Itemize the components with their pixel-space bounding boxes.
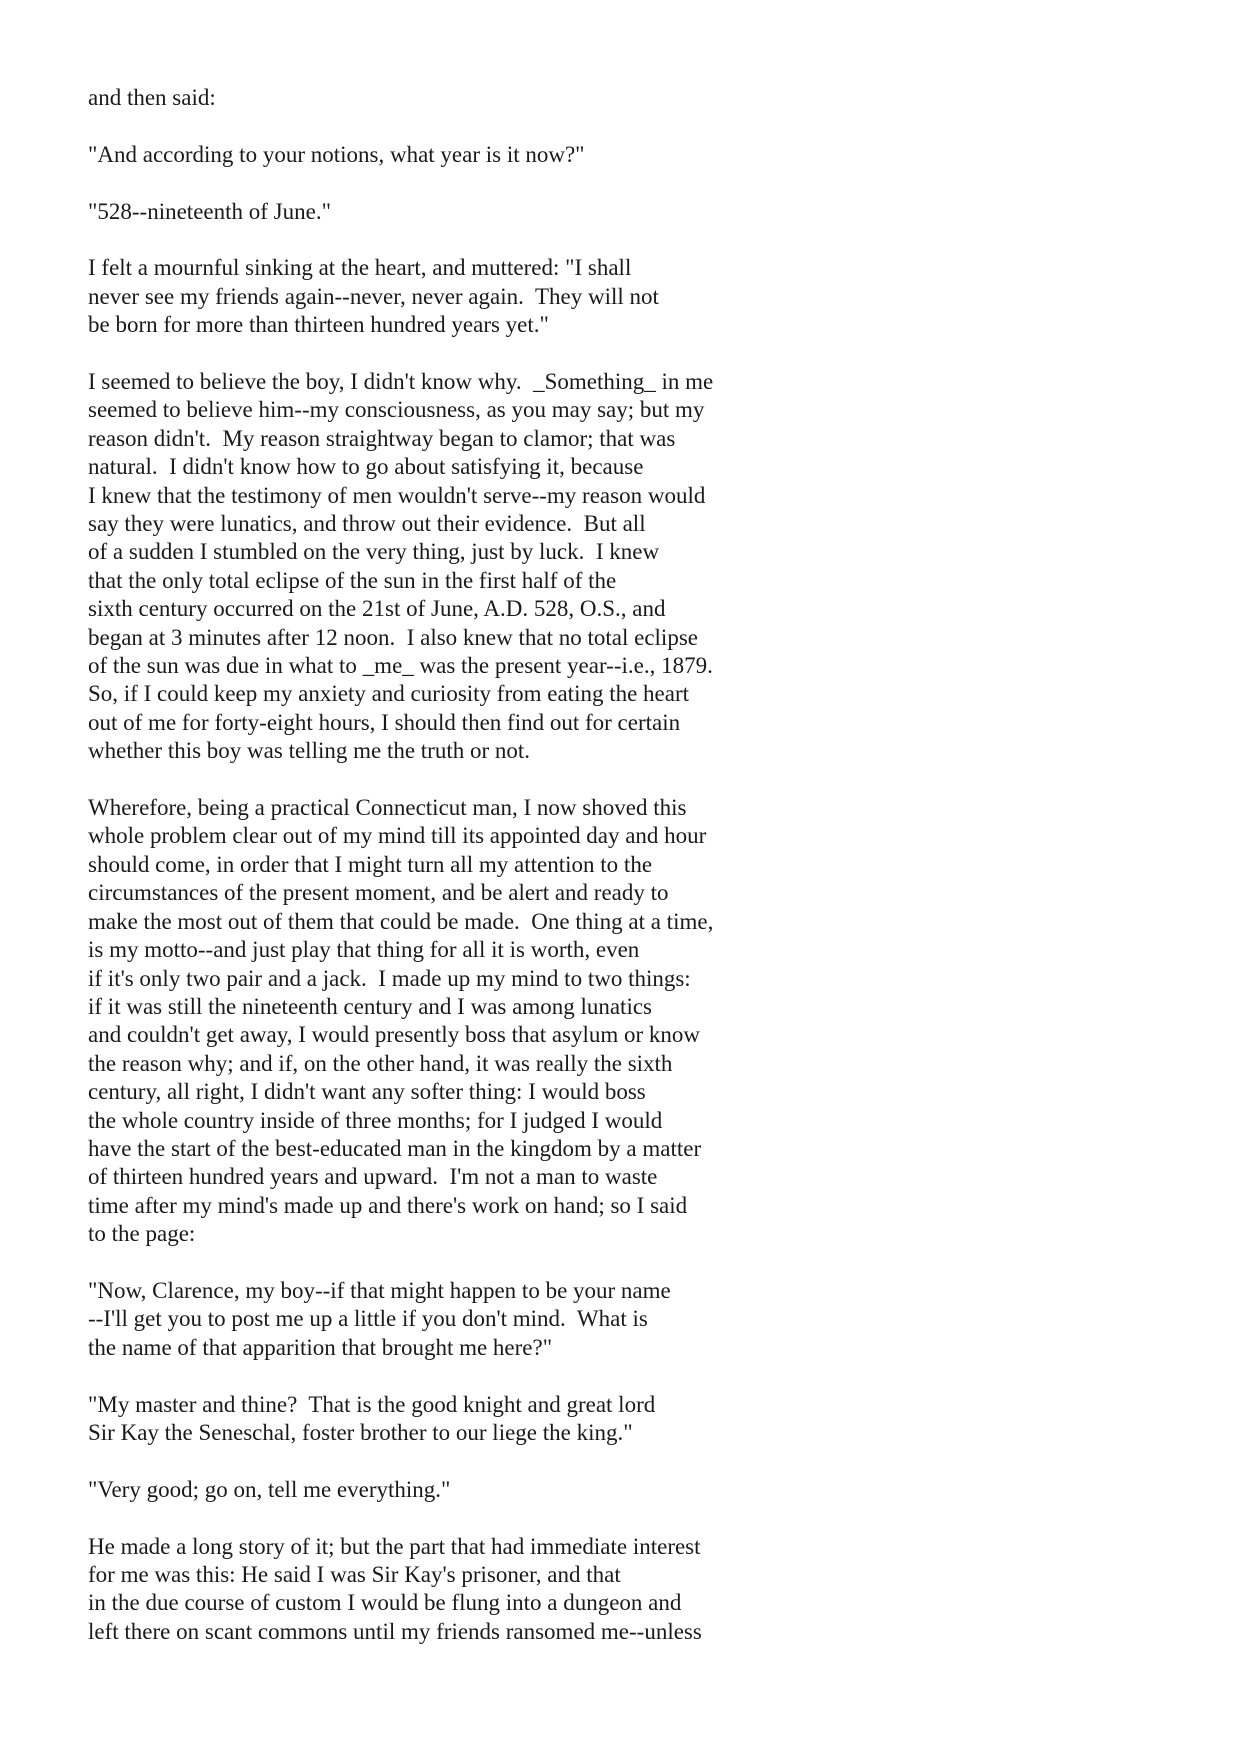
text-line: in the due course of custom I would be flung into a dungeon and [88,1590,682,1616]
text-line: "And according to your notions, what year is it now?" [88,141,585,167]
text-line: the reason why; and if, on the other hand, it was really the sixth [88,1050,673,1076]
text-line: left there on scant commons until my friends ransomed me--unless [88,1618,702,1644]
text-line: make the most out of them that could be made. One thing at a time, [88,908,714,934]
text-line: circumstances of the present moment, and be alert and ready to [88,880,669,906]
text-line: Wherefore, being a practical Connecticut man, I now shoved this [88,795,687,821]
paragraph-10 [88,1533,1188,1647]
text-line: if it was still the nineteenth century and I was among lunatics [88,993,652,1019]
text-line: for me was this: He said I was Sir Kay's prisoner, and that [88,1561,621,1587]
text-line: of thirteen hundred years and upward. I'm not a man to waste [88,1164,658,1190]
text-line: I knew that the testimony of men wouldn't serve--my reason would [88,482,706,508]
paragraph-4 [88,254,1188,339]
document-page [88,84,1188,1675]
text-line: whole problem clear out of my mind till its appointed day and hour [88,823,707,849]
text-line: and then said: [88,85,216,110]
text-line: began at 3 minutes after 12 noon. I also knew that no total eclipse [88,624,698,650]
text-line: never see my friends again--never, never again. They will not [88,283,659,309]
paragraph-3 [88,198,1188,226]
text-line: century, all right, I didn't want any softer thing: I would boss [88,1079,646,1105]
text-line: He made a long story of it; but the part that had immediate interest [88,1533,701,1559]
text-line: of the sun was due in what to _me_ was the present year--i.e., 1879. [88,653,713,679]
text-line: whether this boy was telling me the truth or not. [88,738,531,764]
text-line: reason didn't. My reason straightway began to clamor; that was [88,425,676,451]
text-line: I felt a mournful sinking at the heart, and muttered: "I shall [88,255,632,281]
text-line: the whole country inside of three months; for I judged I would [88,1107,663,1133]
text-line: to the page: [88,1221,196,1247]
text-line: if it's only two pair and a jack. I made up my mind to two things: [88,965,691,991]
text-line: the name of that apparition that brought me here?" [88,1334,553,1360]
paragraph-5 [88,368,1188,766]
text-line: should come, in order that I might turn all my attention to the [88,851,653,877]
text-line: So, if I could keep my anxiety and curiosity from eating the heart [88,681,690,707]
text-line: say they were lunatics, and throw out their evidence. But all [88,511,646,537]
text-line: sixth century occurred on the 21st of June, A.D. 528, O.S., and [88,596,666,622]
text-line: have the start of the best-educated man in the kingdom by a matter [88,1135,702,1161]
text-line: out of me for forty-eight hours, I should then find out for certain [88,709,681,735]
text-line: "Very good; go on, tell me everything." [88,1476,451,1502]
text-line: time after my mind's made up and there's work on hand; so I said [88,1192,688,1218]
text-line: --I'll get you to post me up a little if you don't mind. What is [88,1306,648,1332]
text-line: is my motto--and just play that thing for all it is worth, even [88,937,640,963]
text-line: Sir Kay the Seneschal, foster brother to our liege the king." [88,1419,633,1445]
paragraph-8 [88,1391,1188,1448]
text-line: "528--nineteenth of June." [88,198,331,224]
paragraph-2 [88,141,1188,169]
text-line: "Now, Clarence, my boy--if that might happen to be your name [88,1277,671,1303]
text-line: and couldn't get away, I would presently boss that asylum or know [88,1022,701,1048]
paragraph-9 [88,1476,1188,1504]
text-line: natural. I didn't know how to go about satisfying it, because [88,454,644,480]
text-line: be born for more than thirteen hundred years yet." [88,312,549,338]
text-line: I seemed to believe the boy, I didn't know why. _Something_ in me [88,369,714,394]
text-line: "My master and thine? That is the good knight and great lord [88,1391,656,1417]
paragraph-1 [88,84,1188,112]
text-line: seemed to believe him--my consciousness, as you may say; but my [88,397,705,423]
text-line: of a sudden I stumbled on the very thing, just by luck. I knew [88,539,660,565]
text-line: that the only total eclipse of the sun in the first half of the [88,567,617,593]
paragraph-7 [88,1277,1188,1362]
paragraph-6 [88,794,1188,1249]
